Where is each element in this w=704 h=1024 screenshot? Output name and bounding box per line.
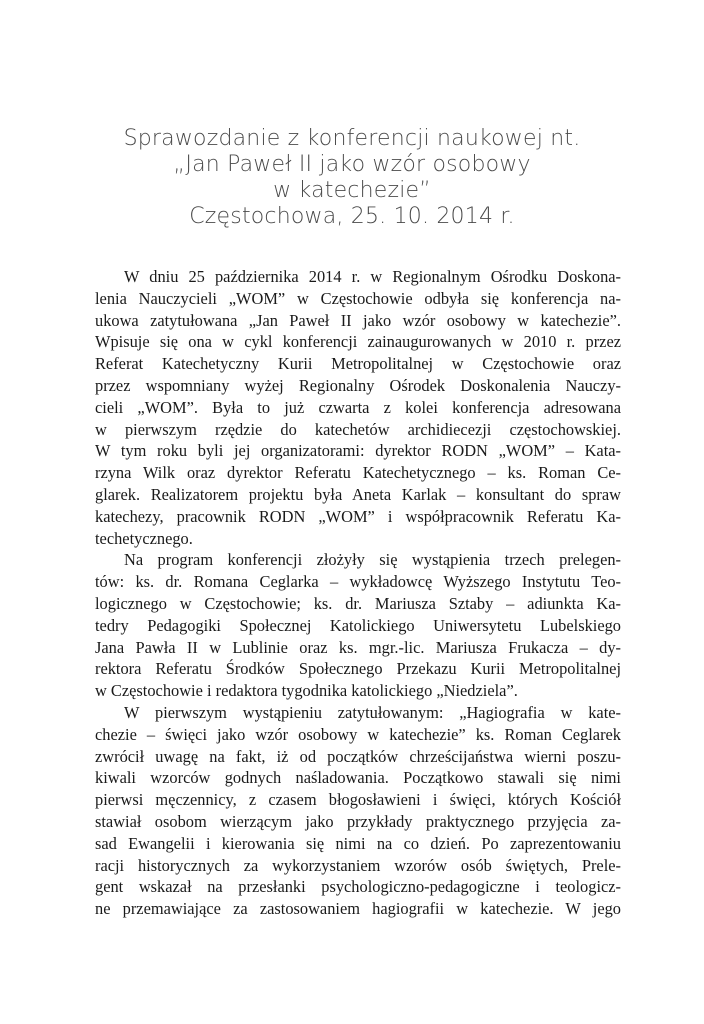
- text-line: Wpisuje się ona w cykl konferencji zainaugurowanych w 2010 r. przez: [95, 332, 621, 352]
- text-line: Jana Pawła II w Lublinie oraz ks. mgr.-lic. Mariusza Frukacza – dy-: [95, 637, 621, 657]
- text-line: W tym roku byli jej organizatorami: dyrektor RODN „WOM” – Kata-: [95, 441, 621, 461]
- text-line: tedry Pedagogiki Społecznej Katolickiego Uniwersytetu Lubelskiego: [95, 615, 621, 635]
- text-line: kiwali wzorców godnych naśladowania. Początkowo stawali się nimi: [95, 768, 621, 788]
- text-line: Referat Katechetyczny Kurii Metropolitalnej w Częstochowie oraz: [95, 354, 621, 374]
- text-line: katechezy, pracownik RODN „WOM” i współpracownik Referatu Ka-: [95, 506, 621, 526]
- text-line: logicznego w Częstochowie; ks. dr. Mariusza Sztaby – adiunkta Ka-: [95, 593, 621, 613]
- text-line: ne przemawiające za zastosowaniem hagiografii w katechezie. W jego: [95, 899, 621, 919]
- text-line: W pierwszym wystąpieniu zatytułowanym: „Hagiografia w kate-: [124, 702, 621, 722]
- text-line: przez wspomniany wyżej Regionalny Ośrodek Doskonalenia Nauczy-: [95, 375, 621, 395]
- text-line: stawiał osobom wierzącym jako przykłady praktycznego przyjęcia za-: [95, 811, 621, 831]
- text-line: rzyna Wilk oraz dyrektor Referatu Katechetycznego – ks. Roman Ce-: [95, 463, 621, 483]
- text-line: racji historycznych za wykorzystaniem wzorów osób świętych, Prele-: [95, 855, 621, 875]
- text-line: tów: ks. dr. Romana Ceglarka – wykładowcę Wyższego Instytutu Teo-: [95, 572, 621, 592]
- text-line: ukowa zatytułowana „Jan Paweł II jako wzór osobowy w katechezie”.: [95, 310, 621, 330]
- title-line-1: Sprawozdanie z konferencji naukowej nt.: [123, 126, 581, 151]
- body-text: [95, 266, 621, 920]
- text-line: gent wskazał na przesłanki psychologiczno-pedagogiczne i teologicz-: [95, 877, 621, 897]
- title-line-4-date: Częstochowa, 25. 10. 2014 r.: [189, 204, 515, 229]
- text-line: chezie – święci jako wzór osobowy w katechezie” ks. Roman Ceglarek: [95, 724, 621, 744]
- text-line: cieli „WOM”. Była to już czwarta z kolei konferencja adresowana: [95, 397, 621, 417]
- text-line: lenia Nauczycieli „WOM” w Częstochowie odbyła się konferencja na-: [95, 288, 621, 308]
- title-line-2: „Jan Paweł II jako wzór osobowy: [173, 152, 531, 177]
- text-line: W dniu 25 października 2014 r. w Regionalnym Ośrodku Doskona-: [124, 267, 621, 286]
- text-line: glarek. Realizatorem projektu była Aneta Karlak – konsultant do spraw: [95, 484, 621, 504]
- document-title: [60, 126, 644, 230]
- title-line-3: w katechezie”: [273, 178, 431, 203]
- text-line: sad Ewangelii i kierowania się nimi na co dzień. Po zaprezentowaniu: [95, 833, 621, 853]
- text-line: w pierwszym rzędzie do katechetów archidiecezji częstochowskiej.: [95, 419, 621, 439]
- text-line: pierwsi męczennicy, z czasem błogosławieni i święci, których Kościół: [95, 790, 621, 810]
- text-line: w Częstochowie i redaktora tygodnika katolickiego „Niedziela”.: [95, 681, 518, 701]
- text-line: Na program konferencji złożyły się wystąpienia trzech prelegen-: [124, 550, 621, 570]
- text-line: techetycznego.: [95, 528, 193, 548]
- text-line: rektora Referatu Środków Społecznego Przekazu Kurii Metropolitalnej: [95, 659, 621, 679]
- text-line: zwrócił uwagę na fakt, iż od początków chrześcijaństwa wierni poszu-: [95, 746, 621, 766]
